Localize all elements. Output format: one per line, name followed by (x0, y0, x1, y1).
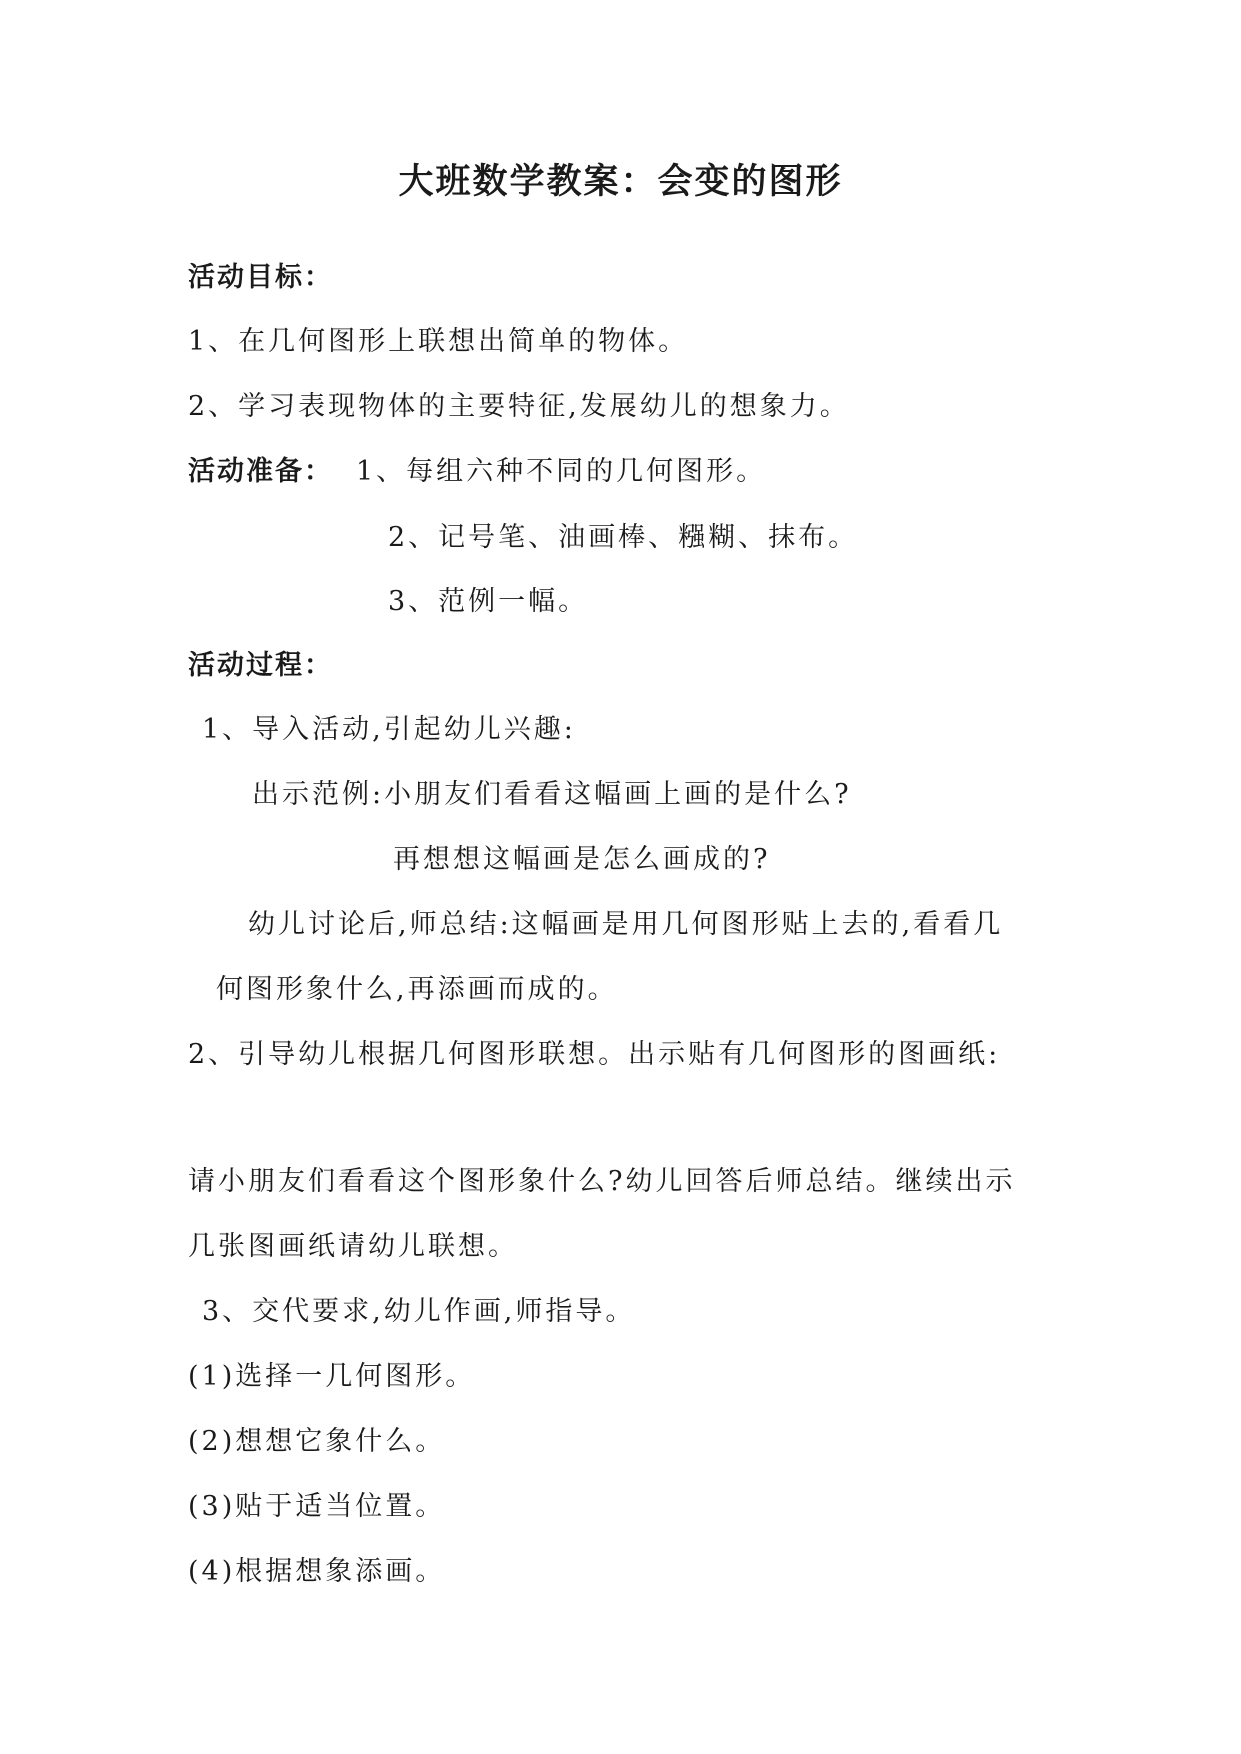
process-text-line: 再想想这幅画是怎么画成的? (393, 844, 771, 875)
process-heading: 活动过程： (188, 650, 333, 681)
process-text-line: 出示范例:小朋友们看看这幅画上画的是什么? (252, 779, 852, 810)
preparation-item: 3、范例一幅。 (388, 586, 589, 617)
requirement-item: (1)选择一几何图形。 (188, 1361, 476, 1392)
process-text-line: 几张图画纸请幼儿联想。 (188, 1231, 518, 1262)
preparation-heading: 活动准备： (188, 456, 333, 487)
process-step-title: 2、引导幼儿根据几何图形联想。出示贴有几何图形的图画纸: (188, 1039, 1001, 1070)
process-text-line: 何图形象什么,再添画而成的。 (216, 974, 618, 1005)
preparation-item: 1、每组六种不同的几何图形。 (356, 456, 767, 487)
requirement-item: (3)贴于适当位置。 (188, 1491, 446, 1522)
preparation-item: 2、记号笔、油画棒、糨糊、抹布。 (388, 522, 859, 553)
goals-heading: 活动目标： (188, 262, 333, 293)
goal-item: 2、学习表现物体的主要特征,发展幼儿的想象力。 (188, 391, 850, 422)
process-step-title: 1、导入活动,引起幼儿兴趣: (202, 714, 576, 745)
process-step-title: 3、交代要求,幼儿作画,师指导。 (202, 1296, 636, 1327)
process-text-line: 请小朋友们看看这个图形象什么?幼儿回答后师总结。继续出示 (188, 1166, 1016, 1197)
requirement-item: (4)根据想象添画。 (188, 1556, 446, 1587)
requirement-item: (2)想想它象什么。 (188, 1426, 446, 1457)
document-title: 大班数学教案：会变的图形 (398, 162, 843, 202)
goal-item: 1、在几何图形上联想出简单的物体。 (188, 326, 689, 357)
process-text-line: 幼儿讨论后,师总结:这幅画是用几何图形贴上去的,看看几 (248, 909, 1004, 940)
